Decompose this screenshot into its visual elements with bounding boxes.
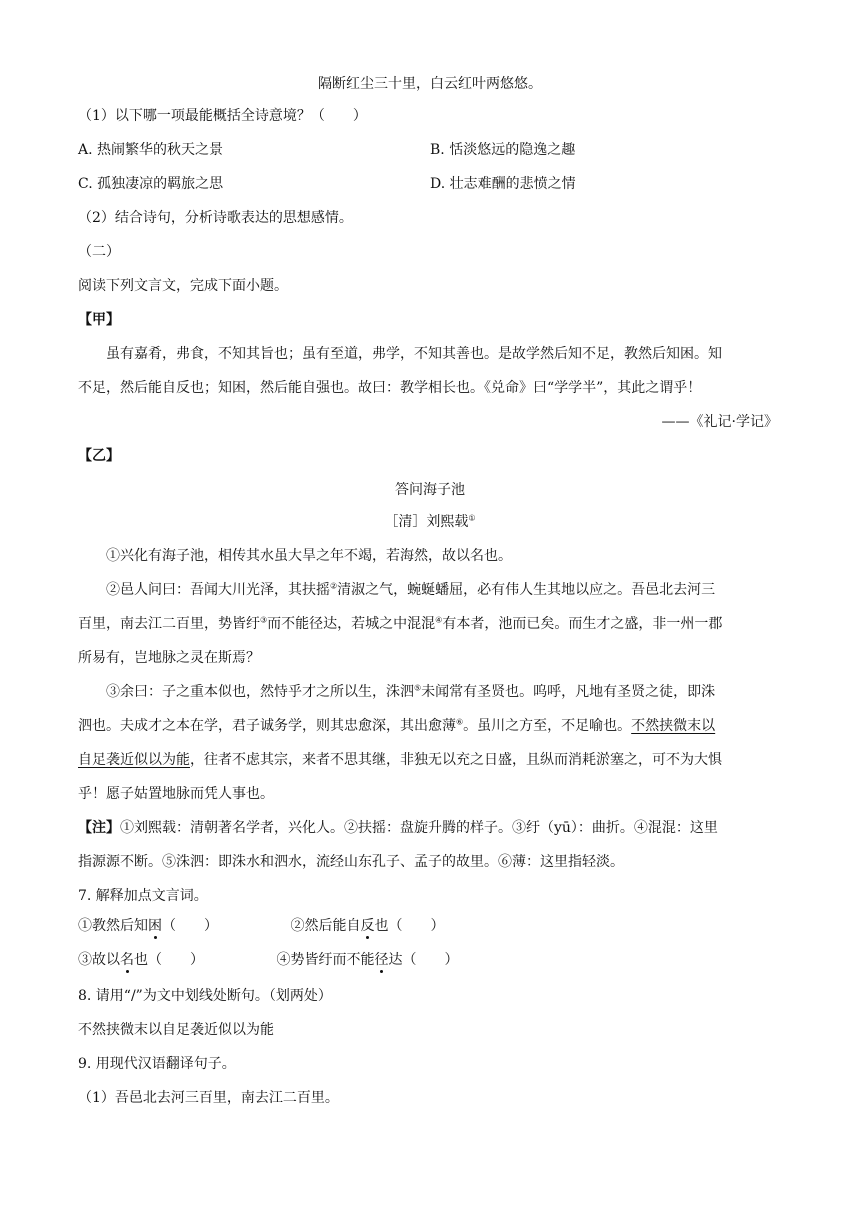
passage-yi-paragraph-2-line-1 xyxy=(106,580,715,600)
question-8-stem: 8. 请用“/”为文中划线处断句。（划两处） xyxy=(78,988,332,1004)
passage-yi-author xyxy=(0,512,860,532)
question-7-items-row-2 xyxy=(78,950,458,970)
reading-instruction: 阅读下列文言文，完成下面小题。 xyxy=(78,278,288,294)
question-7-items-row-1 xyxy=(78,916,444,936)
item-text: ①教然后知 xyxy=(78,918,148,934)
passage-yi-paragraph-2-line-3: 所易有，岂地脉之灵在斯焉？ xyxy=(78,650,260,666)
text-run: 而不能径达，若城之中混混 xyxy=(267,616,436,632)
text-run: 百里，南去江二百里，势皆纡 xyxy=(78,616,260,632)
passage-jia-label: 【甲】 xyxy=(78,312,120,328)
passage-jia-line-2: 不足，然后能自反也；知困，然后能自强也。故曰：教学相长也。《兑命》曰“学学半”，其此之谓乎！ xyxy=(78,380,702,396)
passage-jia-source: ——《礼记·学记》 xyxy=(661,414,778,430)
answer-blank: 也（ ） xyxy=(374,918,445,934)
question-1-stem: （1）以下哪一项最能概括全诗意境？（ ） xyxy=(78,108,367,124)
dotted-word: 名 xyxy=(120,952,134,968)
item-text: ④势皆纡而不能 xyxy=(276,952,375,968)
text-run: 未闻常有圣贤也。呜呼，凡地有圣贤之徒，即洙 xyxy=(421,684,716,700)
passage-yi-paragraph-2-line-2 xyxy=(78,614,722,634)
section-two-heading: （二） xyxy=(78,244,120,260)
option-a: A. 热闹繁华的秋天之景 xyxy=(78,142,224,158)
footnote-marker: ④ xyxy=(435,615,443,625)
passage-yi-paragraph-3-line-4: 乎！愿子姑置地脉而凭人事也。 xyxy=(78,786,274,802)
text-run: 有本者，池而已矣。而生才之盛，非一州一郡 xyxy=(442,616,723,632)
notes-label: 【注】 xyxy=(78,820,120,836)
passage-jia-line-1: 虽有嘉肴，弗食，不知其旨也；虽有至道，弗学，不知其善也。是故学然后知不足，教然后知困。知 xyxy=(106,346,722,362)
passage-yi-paragraph-3-line-3 xyxy=(78,750,722,770)
notes-line-1 xyxy=(78,818,718,838)
answer-blank: （ ） xyxy=(162,918,218,934)
footnote-marker: ① xyxy=(468,513,476,523)
text-run: ③余曰：子之重本似也，然恃乎才之所以生，洙泗 xyxy=(106,684,414,700)
text-run: ，往者不虑其宗，来者不思其继，非独无以充之日盛，且纵而消耗淤塞之，可不为大惧 xyxy=(190,752,722,768)
passage-yi-title: 答问海子池 xyxy=(395,482,465,498)
text-run: 。虽川之方至，不足喻也。 xyxy=(463,718,632,734)
question-7-stem: 7. 解释加点文言词。 xyxy=(78,888,208,904)
item-text: ③故以 xyxy=(78,952,120,968)
option-d: D. 壮志难酬的悲愤之情 xyxy=(430,176,576,192)
footnote-marker: ⑥ xyxy=(456,717,464,727)
underlined-sentence-part-1: 不然挟微末以 xyxy=(631,718,716,734)
footnote-marker: ⑤ xyxy=(414,683,422,693)
footnote-marker: ② xyxy=(330,581,338,591)
passage-yi-paragraph-1: ①兴化有海子池，相传其水虽大旱之年不竭，若海然，故以名也。 xyxy=(106,548,512,564)
option-b: B. 恬淡悠远的隐逸之趣 xyxy=(430,142,576,158)
poem-last-line: 隔断红尘三十里，白云红叶两悠悠。 xyxy=(318,76,542,92)
text-run: ②邑人问曰：吾闻大川光泽，其扶摇 xyxy=(106,582,330,598)
passage-yi-label: 【乙】 xyxy=(78,448,120,464)
option-c: C. 孤独凄凉的羁旅之思 xyxy=(78,176,224,192)
question-2: （2）结合诗句，分析诗歌表达的思想感情。 xyxy=(78,210,353,226)
answer-blank: 也（ ） xyxy=(134,952,204,968)
underlined-sentence-part-2: 自足袭近似以为能 xyxy=(78,752,190,768)
dotted-word: 困 xyxy=(148,918,162,934)
question-9-sub-1: （1）吾邑北去河三百里，南去江二百里。 xyxy=(78,1090,339,1106)
answer-blank: 达（ ） xyxy=(388,952,459,968)
passage-yi-paragraph-3-line-1 xyxy=(106,682,715,702)
question-9-stem: 9. 用现代汉语翻译句子。 xyxy=(78,1056,236,1072)
footnote-marker: ③ xyxy=(260,615,268,625)
passage-yi-paragraph-3-line-2 xyxy=(78,716,715,736)
author-text: ［清］刘熙载 xyxy=(384,514,469,530)
text-run: 泗也。夫成才之本在学，君子诚务学，则其忠愈深，其出愈薄 xyxy=(78,718,456,734)
dotted-word: 反 xyxy=(360,918,375,934)
dotted-word: 径 xyxy=(374,952,389,968)
notes-line-2: 指源源不断。⑤洙泗：即洙水和泗水，流经山东孔子、孟子的故里。⑥薄：这里指轻淡。 xyxy=(78,854,624,870)
text-run: 清淑之气，蜿蜒蟠屈，必有伟人生其地以应之。吾邑北去河三 xyxy=(337,582,716,598)
notes-text: ①刘熙载：清朝著名学者，兴化人。②扶摇：盘旋升腾的样子。③纡（yū）：曲折。④混混：这里 xyxy=(120,820,718,836)
question-8-sentence: 不然挟微末以自足袭近似以为能 xyxy=(78,1022,274,1038)
item-text: ②然后能自 xyxy=(290,918,361,934)
